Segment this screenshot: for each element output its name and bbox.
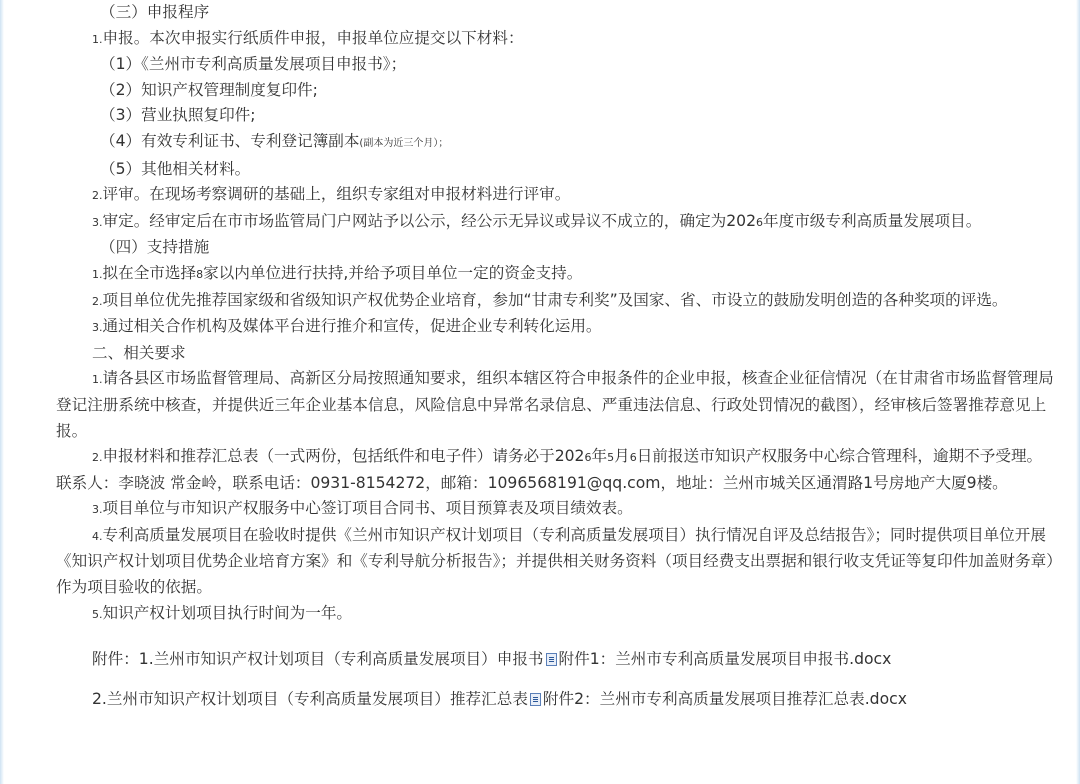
item-number: 5. <box>92 607 103 621</box>
paragraph-approval <box>56 209 1054 236</box>
year-digit: 6 <box>756 215 764 229</box>
paragraph-requirement-4 <box>56 523 1054 601</box>
paragraph-support-1 <box>56 261 1054 288</box>
material-item-2: （2）知识产权管理制度复印件; <box>100 80 318 99</box>
paragraph-text-a: 拟在全市选择 <box>102 263 197 282</box>
paragraph-support-2 <box>56 288 1054 315</box>
paragraph-text: 项目单位优先推荐国家级和省级知识产权优势企业培育，参加“甘肃专利奖”及国家、省、市设立的鼓励发明创造的各种奖项的评选。 <box>102 290 1008 309</box>
paragraph-text-a: 申报材料和推荐汇总表（一式两份，包括纸件和电子件）请务必于202 <box>102 447 585 466</box>
word-doc-icon[interactable] <box>546 653 557 666</box>
paragraph-text: 评审。在现场考察调研的基础上，组织专家组对申报材料进行评审。 <box>102 185 571 204</box>
year-digit: 6 <box>584 451 592 465</box>
heading-support-measures: （四）支持措施 <box>100 238 210 257</box>
paragraph-support-3 <box>56 314 1054 341</box>
attachment-1-label: 附件：1.兰州市知识产权计划项目（专利高质量发展项目）申报书 <box>92 650 544 669</box>
material-item-5: （5）其他相关材料。 <box>100 159 251 178</box>
item-number: 1. <box>92 32 103 46</box>
paragraph-requirement-2 <box>56 444 1054 496</box>
item-number: 1. <box>92 373 103 387</box>
material-item-4-note: (副本为近三个月）； <box>359 137 449 149</box>
paragraph-text-b: 年 <box>591 447 608 466</box>
item-number: 3. <box>92 321 103 335</box>
paragraph-text: 知识产权计划项目执行时间为一年。 <box>102 603 353 622</box>
paragraph-text-d: 日前报送市知识产权服务中心综合管理科，逾期不予受理。联系人：李晓波 常金岭，联系电话：0931-8154272，邮箱：1096568191@qq.com，地址：兰州市城关区通渭路1号房地产大厦9楼。 <box>56 447 1043 492</box>
count-digit: 8 <box>196 267 204 281</box>
paragraph-text: 专利高质量发展项目在验收时提供《兰州市知识产权计划项目（专利高质量发展项目）执行情况自评及总结报告》；同时提供项目单位开展《知识产权计划项目优势企业培育方案》和《专利导航分析报告》；并提供相关财务资料（项目经费支出票据和银行收支凭证等复印件加盖财务章）作为项目验收的依据。 <box>56 525 1054 597</box>
paragraph-text-a: 审定。经审定后在市市场监管局门户网站予以公示，经公示无异议或异议不成立的，确定为202 <box>102 211 757 230</box>
paragraph-text: 请各县区市场监督管理局、高新区分局按照通知要求，组织本辖区符合申报条件的企业申报，核查企业征信情况（在甘肃省市场监督管理局登记注册系统中核查，并提供近三年企业基本信息，风险信息中异常名录信息、严重违法信息、行政处罚情况的截图），经审核后签署推荐意见上报。 <box>56 369 1054 440</box>
item-number: 3. <box>92 503 103 517</box>
paragraph-requirement-1 <box>56 366 1054 444</box>
heading-application-procedure: （三）申报程序 <box>100 3 210 21</box>
word-doc-icon[interactable] <box>530 693 541 706</box>
item-number: 2. <box>92 189 103 203</box>
month-digit: 5 <box>607 451 615 465</box>
attachment-line-1 <box>56 647 1054 673</box>
attachment-2-label: 2.兰州市知识产权计划项目（专利高质量发展项目）推荐汇总表 <box>92 689 528 708</box>
day-digit: 6 <box>629 451 637 465</box>
paragraph-text: 通过相关合作机构及媒体平台进行推介和宣传，促进企业专利转化运用。 <box>102 317 602 336</box>
paragraph-text-b: 年度市级专利高质量发展项目。 <box>763 211 982 230</box>
material-item-4 <box>56 129 1054 157</box>
item-number: 1. <box>92 267 103 281</box>
paragraph-requirement-5 <box>56 601 1054 628</box>
paragraph-text-c: 月 <box>614 447 630 466</box>
spacer <box>56 627 1054 647</box>
paragraph-text: 申报。本次申报实行纸质件申报，申报单位应提交以下材料： <box>102 28 524 47</box>
attachment-1-link[interactable]: 附件1：兰州市专利高质量发展项目申报书.docx <box>558 650 892 669</box>
heading-related-requirements: 二、相关要求 <box>92 343 186 362</box>
item-number: 2. <box>92 294 103 308</box>
paragraph-text-b: 家以内单位进行扶持,并给予项目单位一定的资金支持。 <box>203 263 583 282</box>
right-page-edge <box>1076 0 1080 784</box>
document-body <box>56 0 1054 712</box>
material-item-3: （3）营业执照复印件; <box>100 106 256 125</box>
attachment-2-link[interactable]: 附件2：兰州市专利高质量发展项目推荐汇总表.docx <box>542 689 907 708</box>
paragraph-text: 项目单位与市知识产权服务中心签订项目合同书、项目预算表及项目绩效表。 <box>102 499 633 518</box>
paragraph-requirement-3 <box>56 496 1054 523</box>
paragraph-application <box>56 26 1054 53</box>
item-number: 2. <box>92 451 103 465</box>
attachment-line-2 <box>56 687 1054 713</box>
material-item-4-text: （4）有效专利证书、专利登记簿副本 <box>100 131 360 150</box>
material-item-1: （1）《兰州市专利高质量发展项目申报书》； <box>100 55 407 74</box>
left-page-edge <box>0 0 4 784</box>
item-number: 4. <box>92 529 103 543</box>
item-number: 3. <box>92 215 103 229</box>
paragraph-review <box>56 182 1054 209</box>
